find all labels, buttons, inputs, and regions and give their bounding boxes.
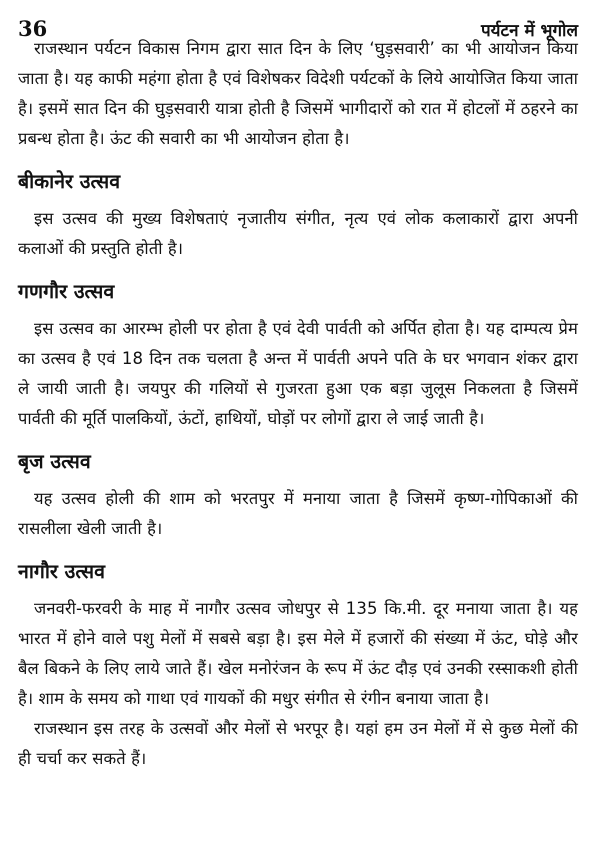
running-head: पर्यटन में भूगोल	[481, 21, 578, 41]
section-heading: नागौर उत्सव	[18, 560, 105, 583]
page-number: 36	[18, 16, 48, 41]
intro-paragraph: राजस्थान पर्यटन विकास निगम द्वारा सात दिन के लिए ‘घुड़सवारी’ का भी आयोजन किया जाता है। यह काफी महंगा होता है एवं विशेषकर विदेशी पर्यटकों के लिये आयोजित किया जाता है। इसमें सात दिन की घुड़सवारी यात्रा होती है जिसमें भागीदारों को रात में होटलों में ठहरने का प्रबन्ध होता है। ऊंट की सवारी का भी आयोजन होता है।	[18, 39, 578, 148]
section-braj-festival	[18, 446, 578, 544]
section-heading: बृज उत्सव	[18, 450, 91, 473]
section-heading: गणगौर उत्सव	[18, 280, 115, 303]
section-paragraph: यह उत्सव होली की शाम को भरतपुर में मनाया जाता है जिसमें कृष्ण-गोपिकाओं की रासलीला खेली जाती है।	[18, 489, 578, 538]
section-heading: बीकानेर उत्सव	[18, 170, 121, 193]
section-bikaner-festival	[18, 166, 578, 264]
section-paragraph: जनवरी-फरवरी के माह में नागौर उत्सव जोधपुर से 135 कि.मी. दूर मनाया जाता है। यह भारत में होने वाले पशु मेलों में सबसे बड़ा है। इस मेले में हजारों की संख्या में ऊंट, घोड़े और बैल बिकने के लिए लाये जाते हैं। खेल मनोरंजन के रूप में ऊंट दौड़ एवं उनकी रस्साकशी होती है। शाम के समय को गाथा एवं गायकों की मधुर संगीत से रंगीन बनाया जाता है।	[18, 599, 578, 708]
page-header	[18, 0, 578, 41]
section-nagaur-festival	[18, 556, 578, 714]
section-gangaur-festival	[18, 276, 578, 434]
closing-paragraph: राजस्थान इस तरह के उत्सवों और मेलों से भरपूर है। यहां हम उन मेलों में से कुछ मेलों की ही चर्चा कर सकते हैं।	[18, 719, 578, 768]
section-paragraph: इस उत्सव का आरम्भ होली पर होता है एवं देवी पार्वती को अर्पित होता है। यह दाम्पत्य प्रेम का उत्सव है एवं 18 दिन तक चलता है अन्त में पार्वती अपने पति के घर भगवान शंकर द्वारा ले जायी जाती है। जयपुर की गलियों से गुजरता हुआ एक बड़ा जुलूस निकलता है जिसमें पार्वती की मूर्ति पालकियों, ऊंटों, हाथियों, घोड़ों पर लोगों द्वारा ले जाई जाती है।	[18, 319, 578, 428]
section-paragraph: इस उत्सव की मुख्य विशेषताएं नृजातीय संगीत, नृत्य एवं लोक कलाकारों द्वारा अपनी कलाओं की प्रस्तुति होती है।	[18, 209, 578, 258]
